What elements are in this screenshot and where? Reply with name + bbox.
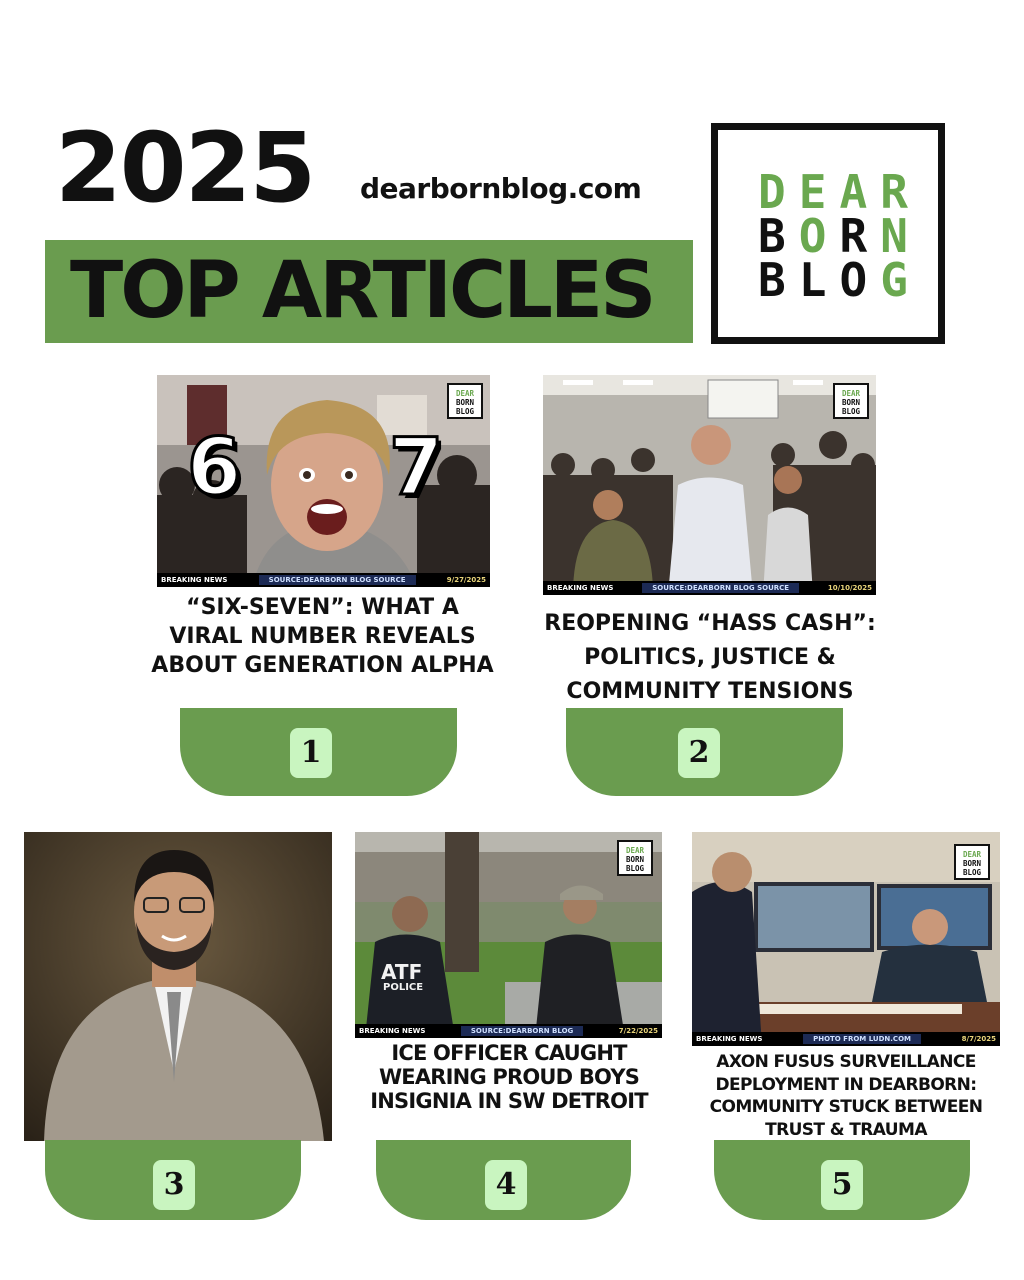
- logo-letter: G: [880, 253, 908, 307]
- breaking-news-tag: BREAKING NEWS: [359, 1027, 426, 1035]
- article-4-image[interactable]: [355, 832, 662, 1038]
- breaking-news-bar: [543, 581, 876, 595]
- rank-badge: 2: [678, 728, 720, 778]
- date-label: 8/7/2025: [961, 1035, 996, 1043]
- rank-tab-2: [566, 708, 843, 796]
- breaking-news-bar: [692, 1032, 1000, 1046]
- overlay-number-6: 6: [187, 423, 242, 513]
- logo-letter: O: [798, 209, 827, 263]
- date-label: 9/27/2025: [446, 576, 486, 584]
- dearborn-blog-logo: [711, 123, 945, 344]
- article-5-image[interactable]: [692, 832, 1000, 1046]
- logo-letters: [758, 165, 908, 307]
- rank-badge: 5: [821, 1160, 863, 1210]
- article-4-headline[interactable]: ICE OFFICER CAUGHT WEARING PROUD BOYS INSIGNIA IN SW DETROIT: [370, 1041, 648, 1113]
- breaking-news-tag: BREAKING NEWS: [161, 576, 228, 584]
- source-label: SOURCE:DEARBORN BLOG: [461, 1026, 583, 1036]
- rank-badge: 3: [153, 1160, 195, 1210]
- mini-logo: DEAR BORN BLOG: [954, 844, 990, 880]
- article-2-image[interactable]: [543, 375, 876, 595]
- logo-letter: R: [880, 165, 908, 219]
- article-2-headline[interactable]: REOPENING “HASS CASH”: POLITICS, JUSTICE & COMMUNITY TENSIONS: [544, 611, 876, 704]
- logo-letter: A: [839, 165, 868, 219]
- logo-letter: R: [839, 209, 868, 263]
- rank-badge: 1: [290, 728, 332, 778]
- breaking-news-bar: [355, 1024, 662, 1038]
- logo-letter: E: [798, 165, 827, 219]
- source-label: PHOTO FROM LUDN.COM: [803, 1034, 921, 1044]
- mini-logo: DEAR BORN BLOG: [447, 383, 483, 419]
- logo-letter: B: [758, 209, 786, 263]
- site-url[interactable]: dearbornblog.com: [360, 172, 642, 205]
- overlay-number-7: 7: [389, 423, 444, 513]
- article-1-image[interactable]: [157, 375, 490, 587]
- logo-row-born: [758, 209, 908, 263]
- source-label: SOURCE:DEARBORN BLOG SOURCE: [259, 575, 416, 585]
- mini-logo: DEAR BORN BLOG: [833, 383, 869, 419]
- logo-letter: L: [798, 253, 827, 307]
- date-label: 7/22/2025: [618, 1027, 658, 1035]
- breaking-news-tag: BREAKING NEWS: [696, 1035, 763, 1043]
- logo-row-blog: [758, 253, 908, 307]
- logo-letter: D: [758, 165, 786, 219]
- logo-row-dear: [758, 165, 908, 219]
- vest-text-police: POLICE: [383, 982, 424, 993]
- breaking-news-bar: [157, 573, 490, 587]
- article-1-headline[interactable]: “SIX-SEVEN”: WHAT A VIRAL NUMBER REVEALS ABOUT GENERATION ALPHA: [151, 595, 494, 678]
- logo-letter: N: [880, 209, 908, 263]
- breaking-news-tag: BREAKING NEWS: [547, 584, 614, 592]
- year-heading: 2025: [55, 112, 315, 224]
- vest-text-atf: ATF: [381, 960, 423, 984]
- logo-letter: B: [758, 253, 786, 307]
- logo-letter: O: [839, 253, 868, 307]
- article-5-headline[interactable]: AXON FUSUS SURVEILLANCE DEPLOYMENT IN DEARBORN: COMMUNITY STUCK BETWEEN TRUST & TRAUMA: [709, 1052, 983, 1140]
- page-title: TOP ARTICLES: [70, 246, 654, 336]
- date-label: 10/10/2025: [827, 584, 872, 592]
- title-band: [45, 240, 693, 343]
- rank-tab-4: [376, 1140, 631, 1220]
- rank-tab-1: [180, 708, 457, 796]
- article-3-image[interactable]: [24, 832, 332, 1141]
- source-label: SOURCE:DEARBORN BLOG SOURCE: [642, 583, 799, 593]
- rank-tab-3: [45, 1140, 301, 1220]
- rank-tab-5: [714, 1140, 970, 1220]
- rank-badge: 4: [485, 1160, 527, 1210]
- mini-logo: DEAR BORN BLOG: [617, 840, 653, 876]
